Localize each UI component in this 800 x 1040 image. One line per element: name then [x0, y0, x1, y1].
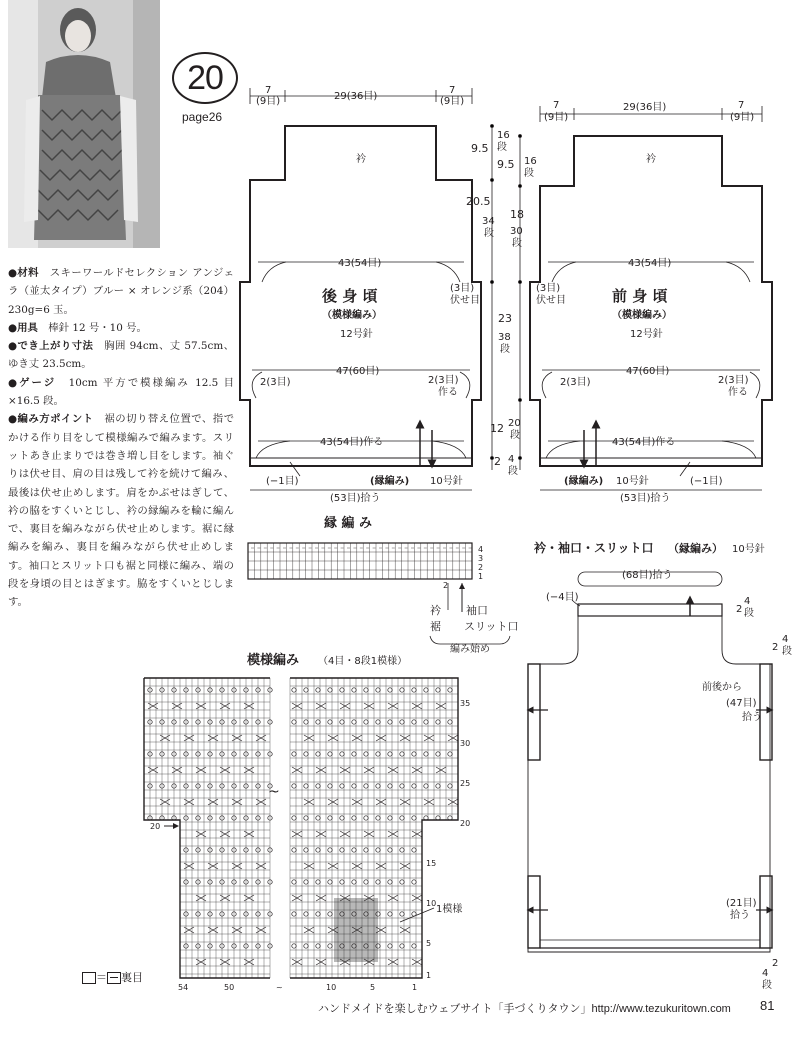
yarn-over-symbol [400, 720, 404, 724]
yarn-over-symbol [400, 944, 404, 948]
yarn-over-symbol [376, 784, 380, 788]
edge-chart-grid [248, 543, 472, 579]
vdim-d: 18 [510, 208, 524, 221]
yarn-over-symbol [376, 848, 380, 852]
cc-needle: 10号針 [732, 544, 765, 555]
yarn-over-symbol [388, 848, 392, 852]
yarn-over-symbol [424, 688, 428, 692]
yarn-over-symbol [448, 752, 452, 756]
yarn-over-symbol [412, 720, 416, 724]
yarn-over-symbol [364, 688, 368, 692]
vdim-g-rows-1: 4 [508, 454, 515, 465]
main-col-10: 10 [326, 983, 337, 992]
vdim-f-rows-1: 20 [508, 418, 521, 429]
front-top-dim-2: (9目) [544, 112, 569, 123]
front-edge-label: (縁編み) [564, 476, 604, 487]
vdim-g-rows-2: 段 [508, 466, 518, 477]
front-width-43: 43(54目) [628, 258, 672, 269]
yarn-over-symbol [412, 816, 416, 820]
yarn-over-symbol [292, 912, 296, 916]
yarn-over-symbol [376, 752, 380, 756]
yarn-over-symbol [328, 688, 332, 692]
yarn-over-symbol [316, 784, 320, 788]
main-row-5: 5 [426, 939, 432, 948]
yarn-over-symbol [304, 816, 308, 820]
main-row-30: 30 [460, 739, 471, 748]
front-right-inc-2: 作る [728, 387, 748, 398]
pattern-number-badge: 20 [172, 52, 238, 104]
yarn-over-symbol [412, 688, 416, 692]
back-top-dim-2: (9目) [256, 96, 281, 107]
yarn-over-symbol [316, 848, 320, 852]
yarn-over-symbol [400, 880, 404, 884]
main-col-5: 5 [370, 983, 376, 992]
yarn-over-symbol [388, 784, 392, 788]
page-reference: page26 [182, 110, 223, 124]
back-left-inc: 2(3目) [260, 377, 291, 388]
yarn-over-symbol [304, 848, 308, 852]
edge-cuff-1: 袖口 [466, 604, 488, 617]
vdim-e: 23 [498, 312, 512, 325]
yarn-over-symbol [352, 720, 356, 724]
front-top-dim-4: 7 [738, 100, 745, 111]
yarn-over-symbol [352, 784, 356, 788]
method-item: ●編み方ポイント 裾の切り替え位置で、指でかける作り目をして模様編みで編みます。スリットあき止まりでは巻き増し目をします。袖ぐりは伏せ目、肩の目は残して衿を続けて編み、最後は伏せ止めします。肩をかぶせはぎして、衿の脇をすくいとじし、衿の縁編みを輪に編んで、裏目を編みながら伏せ止めします。裾に縁編みを編み、裏目を編みながら伏せ止めします。袖口とスリット口も裾と同様に編み、端の段を身頃の目とはぎます。脇をすくいとじします。 [8, 413, 234, 609]
front-top-dim-3: 29(36目) [623, 102, 667, 113]
yarn-over-symbol [304, 880, 308, 884]
cc-side-rows4-1: 4 [782, 634, 789, 645]
yarn-over-symbol [400, 752, 404, 756]
front-bindoff-1: (3目) [536, 283, 561, 294]
yarn-over-symbol [304, 752, 308, 756]
yarn-over-symbol [388, 752, 392, 756]
yarn-over-symbol [364, 816, 368, 820]
main-col-50: 50 [224, 983, 235, 992]
vdim-d-rows-2: 段 [512, 238, 522, 249]
edge-chart-title: 縁 編 み [324, 516, 373, 531]
edge-collar-2: 裾 [430, 620, 441, 633]
edge-row-4: 4 [478, 545, 484, 554]
yarn-over-symbol [400, 912, 404, 916]
tools-item: ●用具 棒針 12 号・10 号。 [8, 321, 147, 334]
yarn-over-symbol [292, 688, 296, 692]
cc-pick47b: 拾う [742, 712, 762, 723]
back-width-47: 47(60目) [336, 366, 380, 377]
yarn-over-symbol [316, 752, 320, 756]
yarn-over-symbol [316, 912, 320, 916]
cc-side-rows4-2: 段 [782, 646, 792, 657]
vdim-b-rows-2: 段 [524, 168, 534, 179]
yarn-over-symbol [376, 816, 380, 820]
yarn-over-symbol [436, 720, 440, 724]
front-left-inc: 2(3目) [560, 377, 591, 388]
main-col-1: 1 [412, 983, 418, 992]
front-width-47: 47(60目) [626, 366, 670, 377]
vdim-g: 2 [494, 455, 501, 468]
back-cast-on: 43(54目)作る [320, 437, 384, 448]
yarn-over-symbol [340, 688, 344, 692]
yarn-over-symbol [412, 880, 416, 884]
main-col-54: 54 [178, 983, 189, 992]
yarn-over-symbol [388, 720, 392, 724]
edge-row-2: 2 [478, 563, 484, 572]
vdim-b: 9.5 [497, 158, 515, 171]
yarn-over-symbol [352, 816, 356, 820]
front-top-dim-5: (9目) [730, 112, 755, 123]
back-edge-needle: 10号針 [430, 476, 463, 487]
yarn-over-symbol [340, 784, 344, 788]
yarn-over-symbol [292, 784, 296, 788]
yarn-over-symbol [424, 720, 428, 724]
vdim-d-rows-1: 30 [510, 226, 523, 237]
yarn-over-symbol [448, 784, 452, 788]
main-row-15: 15 [426, 859, 437, 868]
yarn-over-symbol [340, 752, 344, 756]
back-subtitle: （模様編み） [322, 310, 382, 321]
back-top-dim-5: (9目) [440, 96, 465, 107]
cc-rows4-1: 4 [744, 596, 751, 607]
main-row-20: 20 [460, 819, 471, 828]
yarn-over-symbol [304, 688, 308, 692]
materials-item: ●材料 スキーワールドセレクション アンジェラ（並太タイプ）ブルー × オレンジ系（204）230g=6 玉。 [8, 267, 234, 316]
back-top-dim-3: 29(36目) [334, 91, 378, 102]
yarn-over-symbol [340, 880, 344, 884]
yarn-over-symbol [304, 784, 308, 788]
edge-left-row: 2 [443, 581, 449, 590]
back-title: 後 身 頃 [322, 287, 378, 305]
yarn-over-symbol [328, 944, 332, 948]
yarn-over-symbol [352, 688, 356, 692]
yarn-over-symbol [292, 816, 296, 820]
front-bindoff-2: 伏せ目 [536, 295, 566, 306]
yarn-over-symbol [340, 816, 344, 820]
back-edge-label: (縁編み) [370, 476, 410, 487]
front-top-dim-1: 7 [553, 100, 560, 111]
size-item: ●でき上がり寸法 胸囲 94cm、丈 57.5cm、ゆき丈 23.5cm。 [8, 340, 235, 371]
back-width-43: 43(54目) [338, 258, 382, 269]
edge-row-1: 1 [478, 572, 484, 581]
back-top-dim-1: 7 [265, 85, 272, 96]
edge-collar-1: 衿 [430, 604, 441, 617]
legend-meaning: 裏目 [121, 971, 143, 984]
yarn-over-symbol [352, 848, 356, 852]
back-right-inc-1: 2(3目) [428, 375, 459, 386]
back-bindoff-2: 伏せ目 [450, 295, 480, 306]
vdim-f: 12 [490, 422, 504, 435]
yarn-over-symbol [340, 848, 344, 852]
yarn-over-symbol [292, 944, 296, 948]
cc-side-rows2: 2 [772, 642, 779, 653]
front-subtitle: （模様編み） [612, 310, 672, 321]
cc-subtitle: （縁編み） [668, 542, 723, 555]
front-title: 前 身 頃 [612, 287, 668, 305]
yarn-over-symbol [292, 720, 296, 724]
vdim-a-rows-1: 16 [497, 130, 510, 141]
cc-dec4: (−4目) [546, 592, 579, 603]
vdim-e-rows-1: 38 [498, 332, 511, 343]
front-pickup: (53目)拾う [620, 493, 671, 504]
yarn-over-symbol [376, 720, 380, 724]
legend [82, 969, 143, 985]
yarn-over-symbol [364, 848, 368, 852]
yarn-over-symbol [328, 912, 332, 916]
cc-bottom-rows2: 2 [772, 958, 779, 969]
main-row-10: 10 [426, 899, 437, 908]
yarn-over-symbol [292, 752, 296, 756]
yarn-over-symbol [388, 912, 392, 916]
front-cast-on: 43(54目)作る [612, 437, 676, 448]
yarn-over-symbol [316, 720, 320, 724]
yarn-over-symbol [292, 848, 296, 852]
edge-start: 編み始め [450, 644, 490, 655]
yarn-over-symbol [352, 880, 356, 884]
yarn-over-symbol [400, 784, 404, 788]
empty-box-icon [82, 972, 96, 984]
back-collar-label: 衿 [356, 154, 366, 165]
yarn-over-symbol [388, 688, 392, 692]
cc-pick21: (21目) [726, 898, 757, 909]
edge-row-3: 3 [478, 554, 484, 563]
yarn-over-symbol [388, 880, 392, 884]
yarn-over-symbol [340, 720, 344, 724]
main-row-25: 25 [460, 779, 471, 788]
main-chart-subtitle: （4目・8段1模様） [318, 656, 408, 667]
back-dec: (−1目) [266, 476, 299, 487]
yarn-over-symbol [448, 688, 452, 692]
cc-rows2: 2 [736, 604, 743, 615]
main-chart-grid [144, 678, 458, 978]
yarn-over-symbol [352, 752, 356, 756]
vdim-b-rows-1: 16 [524, 156, 537, 167]
main-left-row-20: 20 [150, 822, 161, 831]
yarn-over-symbol [364, 752, 368, 756]
yarn-over-symbol [436, 784, 440, 788]
cc-bottom-rows4-2: 段 [762, 980, 772, 991]
vdim-a-rows-2: 段 [497, 142, 507, 153]
yarn-over-symbol [316, 880, 320, 884]
purl-box-icon [107, 972, 121, 984]
front-needle: 12号針 [630, 329, 663, 340]
vdim-a: 9.5 [471, 142, 489, 155]
gauge-item: ●ゲージ 10cm 平方で模様編み 12.5 目 ×16.5 段。 [8, 376, 235, 408]
front-dec: (−1目) [690, 476, 723, 487]
yarn-over-symbol [412, 752, 416, 756]
cc-rows4-2: 段 [744, 608, 754, 619]
yarn-over-symbol [436, 688, 440, 692]
main-col-tilde: ~ [276, 983, 283, 992]
yarn-over-symbol [364, 880, 368, 884]
cc-title: 衿・袖口・スリット口 [534, 541, 654, 555]
vdim-c-rows-1: 34 [482, 216, 495, 227]
yarn-over-symbol [316, 944, 320, 948]
back-right-inc-2: 作る [438, 387, 458, 398]
yarn-over-symbol [316, 688, 320, 692]
cc-front-back: 前後から [702, 682, 742, 693]
yarn-over-symbol [304, 944, 308, 948]
yarn-over-symbol [328, 848, 332, 852]
yarn-over-symbol [364, 720, 368, 724]
yarn-over-symbol [412, 784, 416, 788]
cc-bottom-rows4-1: 4 [762, 968, 769, 979]
main-row-1: 1 [426, 971, 432, 980]
yarn-over-symbol [292, 880, 296, 884]
yarn-over-symbol [364, 784, 368, 788]
main-repeat-label: 1模様 [436, 904, 463, 915]
vdim-f-rows-2: 段 [510, 430, 520, 441]
yarn-over-symbol [388, 944, 392, 948]
yarn-over-symbol [400, 848, 404, 852]
yarn-over-symbol [376, 688, 380, 692]
cc-pickup68: (68目)拾う [622, 570, 673, 581]
yarn-over-symbol [400, 688, 404, 692]
back-pickup: (53目)拾う [330, 493, 381, 504]
yarn-over-symbol [328, 880, 332, 884]
yarn-over-symbol [304, 720, 308, 724]
yarn-over-symbol [304, 912, 308, 916]
yarn-over-symbol [328, 720, 332, 724]
vdim-e-rows-2: 段 [500, 344, 510, 355]
back-bindoff-1: (3目) [450, 283, 475, 294]
yarn-over-symbol [412, 944, 416, 948]
back-needle: 12号針 [340, 329, 373, 340]
yarn-over-symbol [436, 752, 440, 756]
yarn-over-symbol [400, 816, 404, 820]
page-number: 81 [760, 998, 775, 1013]
yarn-over-symbol [376, 880, 380, 884]
edge-cuff-2: スリット口 [464, 620, 519, 633]
yarn-over-symbol [328, 816, 332, 820]
front-right-inc-1: 2(3目) [718, 375, 749, 386]
yarn-over-symbol [448, 720, 452, 724]
cc-pick21b: 拾う [730, 910, 750, 921]
main-chart-title: 模様編み [247, 653, 300, 668]
front-edge-needle: 10号針 [616, 476, 649, 487]
yarn-over-symbol [316, 816, 320, 820]
vdim-c: 20.5 [466, 195, 491, 208]
cc-pick47: (47目) [726, 698, 757, 709]
front-collar-label: 衿 [646, 154, 656, 165]
main-chart-gap-tilde: ~ [268, 784, 280, 800]
yarn-over-symbol [424, 784, 428, 788]
yarn-over-symbol [424, 752, 428, 756]
back-top-dim-4: 7 [449, 85, 456, 96]
yarn-over-symbol [328, 752, 332, 756]
yarn-over-symbol [412, 848, 416, 852]
vdim-c-rows-2: 段 [484, 228, 494, 239]
legend-equals: ＝ [96, 971, 107, 984]
footer-text: ハンドメイドを楽しむウェブサイト「手づくりタウン」http://www.tezukuritown.com [318, 1003, 731, 1015]
yarn-over-symbol [328, 784, 332, 788]
main-row-35: 35 [460, 699, 471, 708]
yarn-over-symbol [388, 816, 392, 820]
